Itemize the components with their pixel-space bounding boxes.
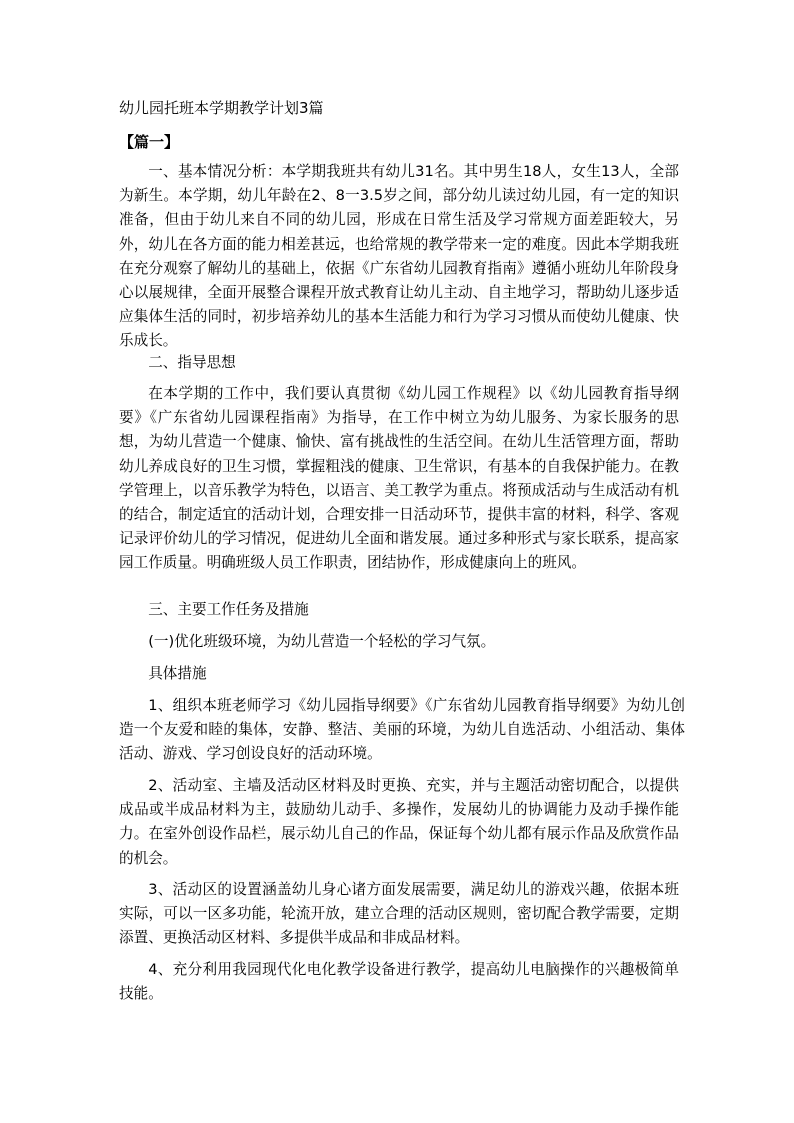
paragraph-measure-1: 1、组织本班老师学习《幼儿园指导纲要》《广东省幼儿园教育指导纲要》为幼儿创造一个友爱和睦的集体，安静、整洁、美丽的环境，为幼儿自选活动、小组活动、集体活动、游戏、学习创设良好的活动环境。 — [119, 697, 685, 763]
paragraph-measure-3: 3、活动区的设置涵盖幼儿身心诸方面发展需要，满足幼儿的游戏兴趣，依据本班实际，可以一区多功能，轮流开放，建立合理的活动区规则，密切配合教学需要，定期添置、更换活动区材料、多提供半成品和非成品材料。 — [119, 881, 679, 947]
section-heading: 【篇一】 — [119, 133, 180, 151]
paragraph-measure-4: 4、充分利用我园现代化电化教学设备进行教学，提高幼儿电脑操作的兴趣极简单技能。 — [119, 961, 679, 1003]
paragraph-basic-situation: 一、基本情况分析：本学期我班共有幼儿31名。其中男生18人，女生13人，全部为新生。本学期，幼儿年龄在2、8一3.5岁之间，部分幼儿读过幼儿园，有一定的知识准备，但由于幼儿来自不同的幼儿园，形成在日常生活及学习常规方面差距较大，另外，幼儿在各方面的能力相差甚远，也给常规的教学带来一定的难度。因此本学期我班在充分观察了解幼儿的基础上，依据《广东省幼儿园教育指南》遵循小班幼儿年阶段身心以展规律，全面开展整合课程开放式教育让幼儿主动、自主地学习，帮助幼儿逐步适应集体生活的同时，初步培养幼儿的基本生活能力和行为学习习惯从而使幼儿健康、快乐成长。 — [119, 163, 679, 350]
subheading-optimize-environment: (一)优化班级环境，为幼儿营造一个轻松的学习气氛。 — [148, 633, 496, 650]
subheading-specific-measures: 具体措施 — [148, 665, 207, 682]
document-title: 幼儿园托班本学期教学计划3篇 — [119, 99, 324, 117]
paragraph-guiding-thought: 在本学期的工作中，我们要认真贯彻《幼儿园工作规程》以《幼儿园教育指导纲要》《广东省幼儿园课程指南》为指导，在工作中树立为幼儿服务、为家长服务的思想，为幼儿营造一个健康、愉快、富有挑战性的生活空间。在幼儿生活管理方面，帮助幼儿养成良好的卫生习惯，掌握粗浅的健康、卫生常识，有基本的自我保护能力。在教学管理上，以音乐教学为特色，以语言、美工教学为重点。将预成活动与生成活动有机的结合，制定适宜的活动计划，合理安排一日活动环节，提供丰富的材料，科学、客观记录评价幼儿的学习情况，促进幼儿全面和谐发展。通过多种形式与家长联系，提高家园工作质量。明确班级人员工作职责，团结协作，形成健康向上的班风。 — [119, 385, 679, 572]
heading-guiding-thought: 二、指导思想 — [148, 354, 236, 371]
heading-main-tasks: 三、主要工作任务及措施 — [148, 601, 309, 618]
paragraph-measure-2: 2、活动室、主墙及活动区材料及时更换、充实，并与主题活动密切配合，以提供成品或半成品材料为主，鼓励幼儿动手、多操作，发展幼儿的协调能力及动手操作能力。在室外创设作品栏，展示幼儿自己的作品，保证每个幼儿都有展示作品及欣赏作品的机会。 — [119, 777, 679, 867]
